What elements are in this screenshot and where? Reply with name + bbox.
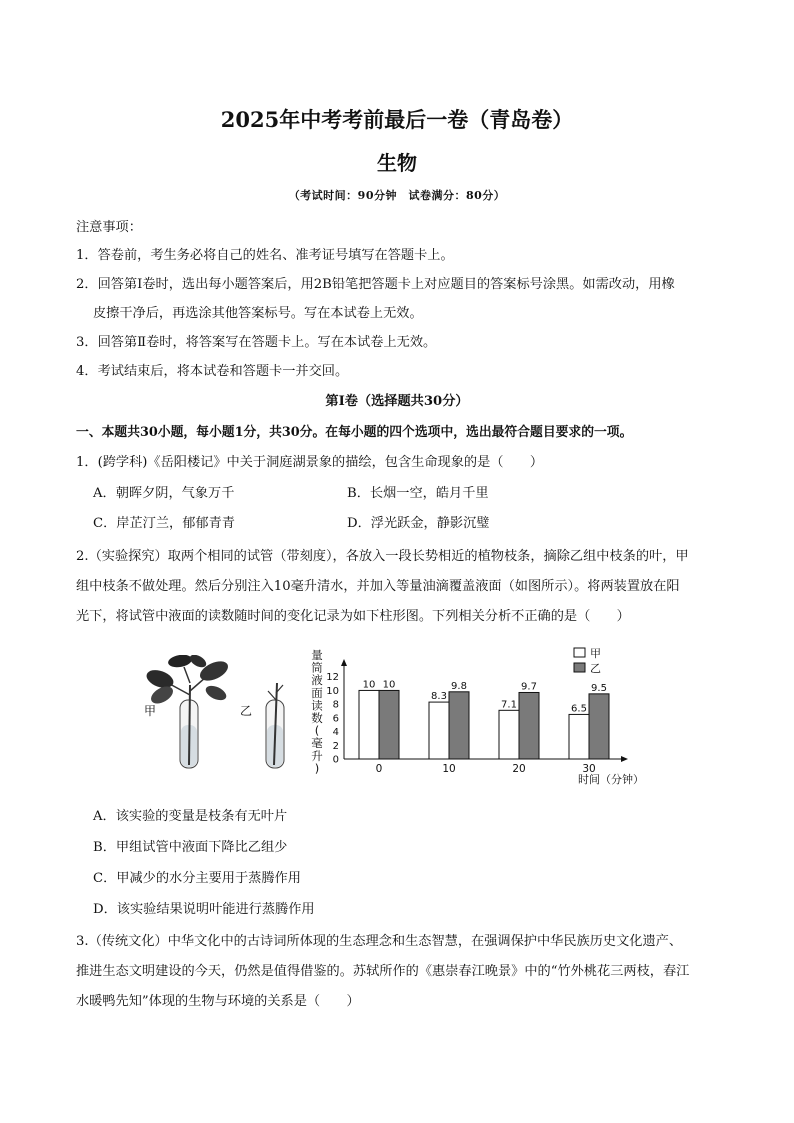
y-axis-label-char: 读: [311, 698, 323, 713]
data-label-jia: 6.5: [571, 703, 587, 715]
y-tick-label: 0: [332, 754, 339, 766]
q2-option-a: A．该实验的变量是枝条有无叶片: [93, 809, 288, 824]
data-label-yi: 9.5: [591, 682, 607, 694]
x-tick-label: 10: [442, 763, 456, 775]
tube-jia: [144, 655, 231, 768]
y-tick-label: 4: [332, 727, 339, 739]
bar-jia: [359, 690, 379, 759]
y-axis-label-char: 筒: [311, 660, 323, 675]
note-item-2-cont: 皮擦干净后，再选涂其他答案标号。写在本试卷上无效。: [93, 306, 423, 321]
q2-stem-line-3: 光下，将试管中液面的读数随时间的变化记录为如下柱形图。下列相关分析不正确的是（ ）: [76, 609, 630, 624]
bar-jia: [499, 710, 519, 759]
bar-yi: [449, 692, 469, 759]
q1-stem: 1．(跨学科)《岳阳楼记》中关于洞庭湖景象的描绘，包含生命现象的是（ ）: [76, 455, 544, 470]
y-tick-label: 2: [332, 740, 339, 752]
notes-heading: 注意事项：: [76, 220, 142, 235]
exam-info: （考试时间：90分钟 试卷满分：80分）: [288, 189, 506, 202]
label-yi: 乙: [240, 704, 253, 718]
q2-option-b: B．甲组试管中液面下降比乙组少: [93, 840, 288, 855]
q3-stem-line-3: 水暖鸭先知”体现的生物与环境的关系是（ ）: [76, 994, 360, 1009]
data-label-yi: 9.8: [451, 680, 467, 692]
data-label-yi: 10: [382, 679, 396, 691]
y-axis-label-char: (: [314, 723, 320, 738]
note-item-2: 2．回答第Ⅰ卷时，选出每小题答案后，用2B铅笔把答题卡上对应题目的答案标号涂黑。如需改动，用橡: [76, 277, 675, 292]
bar-jia: [569, 714, 589, 759]
bar-yi: [379, 690, 399, 759]
y-axis-label: [311, 648, 323, 775]
q1-option-c: C．岸芷汀兰，郁郁青青: [93, 516, 235, 531]
q2-option-d: D．该实验结果说明叶能进行蒸腾作用: [93, 902, 315, 917]
y-axis-label-char: 面: [311, 685, 323, 700]
x-tick-label: 0: [375, 763, 383, 775]
legend-swatch-yi: [574, 663, 585, 672]
label-jia: 甲: [144, 704, 157, 718]
exam-subject: 生物: [377, 151, 417, 175]
legend-swatch-jia: [574, 648, 585, 657]
y-axis-label-char: 数: [311, 711, 323, 725]
bar-jia: [429, 702, 449, 759]
data-label-jia: 7.1: [501, 699, 517, 711]
x-axis-ticks: [376, 763, 596, 775]
q1-option-b: B．长烟一空，皓月千里: [347, 486, 489, 501]
tube-yi: [266, 683, 284, 768]
bars: [359, 679, 609, 759]
water-level-bar-chart: [306, 645, 666, 793]
section-instruction: 一、本题共30小题，每小题1分，共30分。在每小题的四个选项中，选出最符合题目要求的一项。: [76, 425, 633, 440]
q1-option-d: D．浮光跃金，静影沉璧: [347, 516, 490, 531]
q2-stem-line-1: 2.（实验探究）取两个相同的试管（带刻度），各放入一段长势相近的植物枝条，摘除乙组中枝条的叶，甲: [76, 549, 689, 564]
y-axis-ticks: [326, 672, 339, 765]
note-item-3: 3．回答第Ⅱ卷时，将答案写在答题卡上。写在本试卷上无效。: [76, 335, 437, 350]
y-axis-label-char: 升: [311, 748, 323, 763]
data-label-yi: 9.7: [521, 681, 537, 693]
q2-option-c: C．甲减少的水分主要用于蒸腾作用: [93, 871, 301, 886]
y-axis-label-char: 液: [311, 673, 323, 688]
bar-yi: [589, 694, 609, 759]
y-tick-label: 8: [332, 699, 339, 711]
y-tick-label: 6: [332, 713, 339, 725]
y-axis-label-char: 毫: [311, 736, 323, 751]
q1-option-a: A．朝晖夕阴，气象万千: [93, 486, 235, 501]
q2-stem-line-2: 组中枝条不做处理。然后分别注入10毫升清水，并加入等量油滴覆盖液面（如图所示）。将两装置放在阳: [76, 579, 680, 594]
y-axis-label-char: ): [314, 761, 320, 776]
bar-yi: [519, 692, 539, 759]
section-title: 第Ⅰ卷（选择题共30分）: [325, 394, 469, 409]
q3-stem-line-2: 推进生态文明建设的今天，仍然是值得借鉴的。苏轼所作的《惠崇春江晚景》中的“竹外桃花三两枝，春江: [76, 964, 690, 979]
note-item-4: 4．考试结束后，将本试卷和答题卡一并交回。: [76, 364, 349, 379]
y-axis-arrow: [341, 659, 347, 666]
y-axis-label-char: 量: [311, 648, 323, 662]
data-label-jia: 10: [362, 679, 376, 691]
x-tick-label: 20: [512, 763, 526, 775]
note-item-1: 1．答卷前，考生务必将自己的姓名、准考证号填写在答题卡上。: [76, 248, 454, 263]
legend: [574, 647, 601, 675]
legend-label-jia: 甲: [590, 647, 601, 660]
x-axis-arrow: [621, 756, 628, 762]
data-label-jia: 8.3: [431, 691, 447, 703]
x-tick-label: 30: [582, 763, 596, 775]
q3-stem-line-1: 3.（传统文化）中华文化中的古诗词所体现的生态理念和生态智慧，在强调保护中华民族历史文化遗产、: [76, 934, 683, 949]
y-tick-label: 10: [326, 685, 339, 697]
plant-test-tubes-figure: [140, 655, 310, 770]
legend-label-yi: 乙: [590, 662, 601, 675]
x-axis-label: 时间（分钟）: [578, 773, 644, 786]
y-tick-label: 12: [326, 672, 339, 684]
exam-title: 2025年中考考前最后一卷（青岛卷）: [220, 107, 574, 132]
